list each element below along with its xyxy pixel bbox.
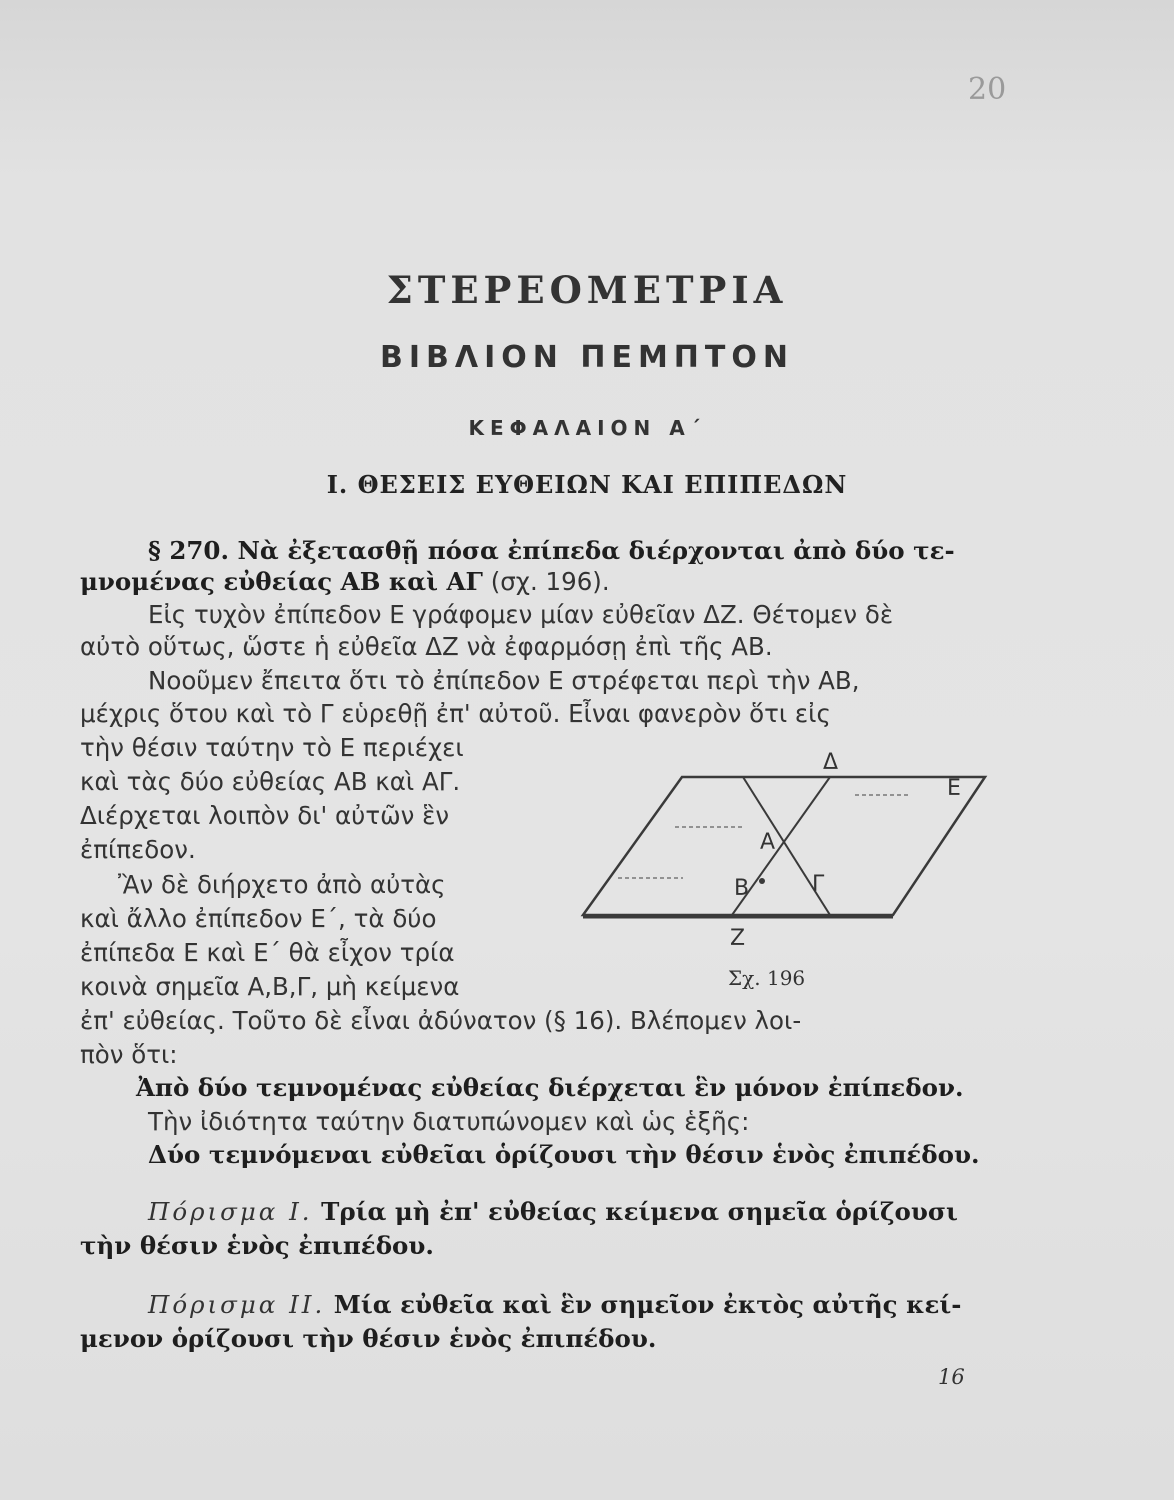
corollary-2-text: Μία εὐθεῖα καὶ ἓν σημεῖον ἐκτὸς αὐτῆς κεί- <box>325 1290 962 1319</box>
body-line: αὐτὸ οὕτως, ὥστε ἡ εὐθεῖα ΔΖ νὰ ἐφαρμόσῃ ἐπὶ τῆς ΑΒ. <box>80 632 773 661</box>
page-number-bottom: 16 <box>938 1365 965 1389</box>
page-number-top: 20 <box>968 72 1007 107</box>
body-line: πὸν ὅτι: <box>80 1040 178 1069</box>
body-line: κοινὰ σημεῖα Α,Β,Γ, μὴ κείμενα <box>80 972 460 1001</box>
corollary-1-text: Τρία μὴ ἐπ' εὐθείας κείμενα σημεῖα ὁρίζουσι <box>312 1197 958 1226</box>
point-b <box>759 878 765 884</box>
body-line: μέχρις ὅτου καὶ τὸ Γ εὑρεθῇ ἐπ' αὐτοῦ. Εἶναι φανερὸν ὅτι εἰς <box>80 699 831 728</box>
corollary-1-line-1 <box>148 1197 958 1226</box>
figure-caption: Σχ. 196 <box>728 966 806 990</box>
figure-196 <box>580 745 1000 1000</box>
corollary-1-line-2: τὴν θέσιν ἑνὸς ἐπιπέδου. <box>80 1231 434 1260</box>
section-heading: Ι. ΘΕΣΕΙΣ ΕΥΘΕΙΩΝ ΚΑΙ ΕΠΙΠΕΔΩΝ <box>326 470 848 499</box>
problem-line-2-bold: μνομένας εὐθείας ΑΒ καὶ ΑΓ <box>80 567 483 596</box>
body-line: Νοοῦμεν ἔπειτα ὅτι τὸ ἐπίπεδον Ε στρέφεται περὶ τὴν ΑΒ, <box>148 666 860 695</box>
problem-line-1: § 270. Νὰ ἐξετασθῇ πόσα ἐπίπεδα διέρχονται ἀπὸ δύο τε- <box>148 536 955 565</box>
label-beta: Β <box>734 876 750 901</box>
body-line: Διέρχεται λοιπὸν δι' αὐτῶν ἓν <box>80 801 450 830</box>
theorem: Δύο τεμνόμεναι εὐθεῖαι ὁρίζουσι τὴν θέσιν ἑνὸς ἐπιπέδου. <box>148 1140 980 1169</box>
label-alpha: Α <box>760 830 776 855</box>
corollary-2-line-1 <box>148 1290 961 1319</box>
label-epsilon: Ε <box>947 776 961 801</box>
label-gamma: Γ <box>812 872 825 897</box>
label-delta: Δ <box>823 750 839 775</box>
book-title: ΣΤΕΡΕΟΜΕΤΡΙΑ <box>386 268 788 312</box>
conclusion: Ἀπὸ δύο τεμνομένας εὐθείας διέρχεται ἓν μόνον ἐπίπεδον. <box>136 1073 964 1102</box>
body-line: καὶ ἄλλο ἐπίπεδον Ε΄, τὰ δύο <box>80 904 437 933</box>
restatement: Τὴν ἰδιότητα ταύτην διατυπώνομεν καὶ ὡς ἑξῆς: <box>148 1107 750 1136</box>
corollary-1-label: Πόρισμα Ι. <box>148 1197 313 1226</box>
problem-line-2-ref: (σχ. 196). <box>482 567 610 596</box>
corollary-2-line-2: μενον ὁρίζουσι τὴν θέσιν ἑνὸς ἐπιπέδου. <box>80 1324 657 1353</box>
body-line: Εἰς τυχὸν ἐπίπεδον Ε γράφομεν μίαν εὐθεῖαν ΔΖ. Θέτομεν δὲ <box>148 600 894 629</box>
body-line: ἐπίπεδον. <box>80 835 196 864</box>
body-line: ἐπίπεδα Ε καὶ Ε΄ θὰ εἶχον τρία <box>80 938 455 967</box>
body-line: Ἂν δὲ διήρχετο ἀπὸ αὐτὰς <box>118 870 446 899</box>
corollary-2-label: Πόρισμα ΙΙ. <box>148 1290 326 1319</box>
label-zeta: Ζ <box>730 926 746 951</box>
plane-e-outline <box>583 777 985 915</box>
problem-line-2 <box>80 567 610 596</box>
chapter-heading: ΚΕΦΑΛΑΙΟΝ Α΄ <box>468 416 706 440</box>
body-line: ἐπ' εὐθείας. Τοῦτο δὲ εἶναι ἀδύνατον (§ 16). Βλέπομεν λοι- <box>80 1006 802 1035</box>
body-line: τὴν θέσιν ταύτην τὸ Ε περιέχει <box>80 733 464 762</box>
body-line: καὶ τὰς δύο εὐθείας ΑΒ καὶ ΑΓ. <box>80 767 461 796</box>
book-subtitle: ΒΙΒΛΙΟΝ ΠΕΜΠΤΟΝ <box>380 340 794 375</box>
